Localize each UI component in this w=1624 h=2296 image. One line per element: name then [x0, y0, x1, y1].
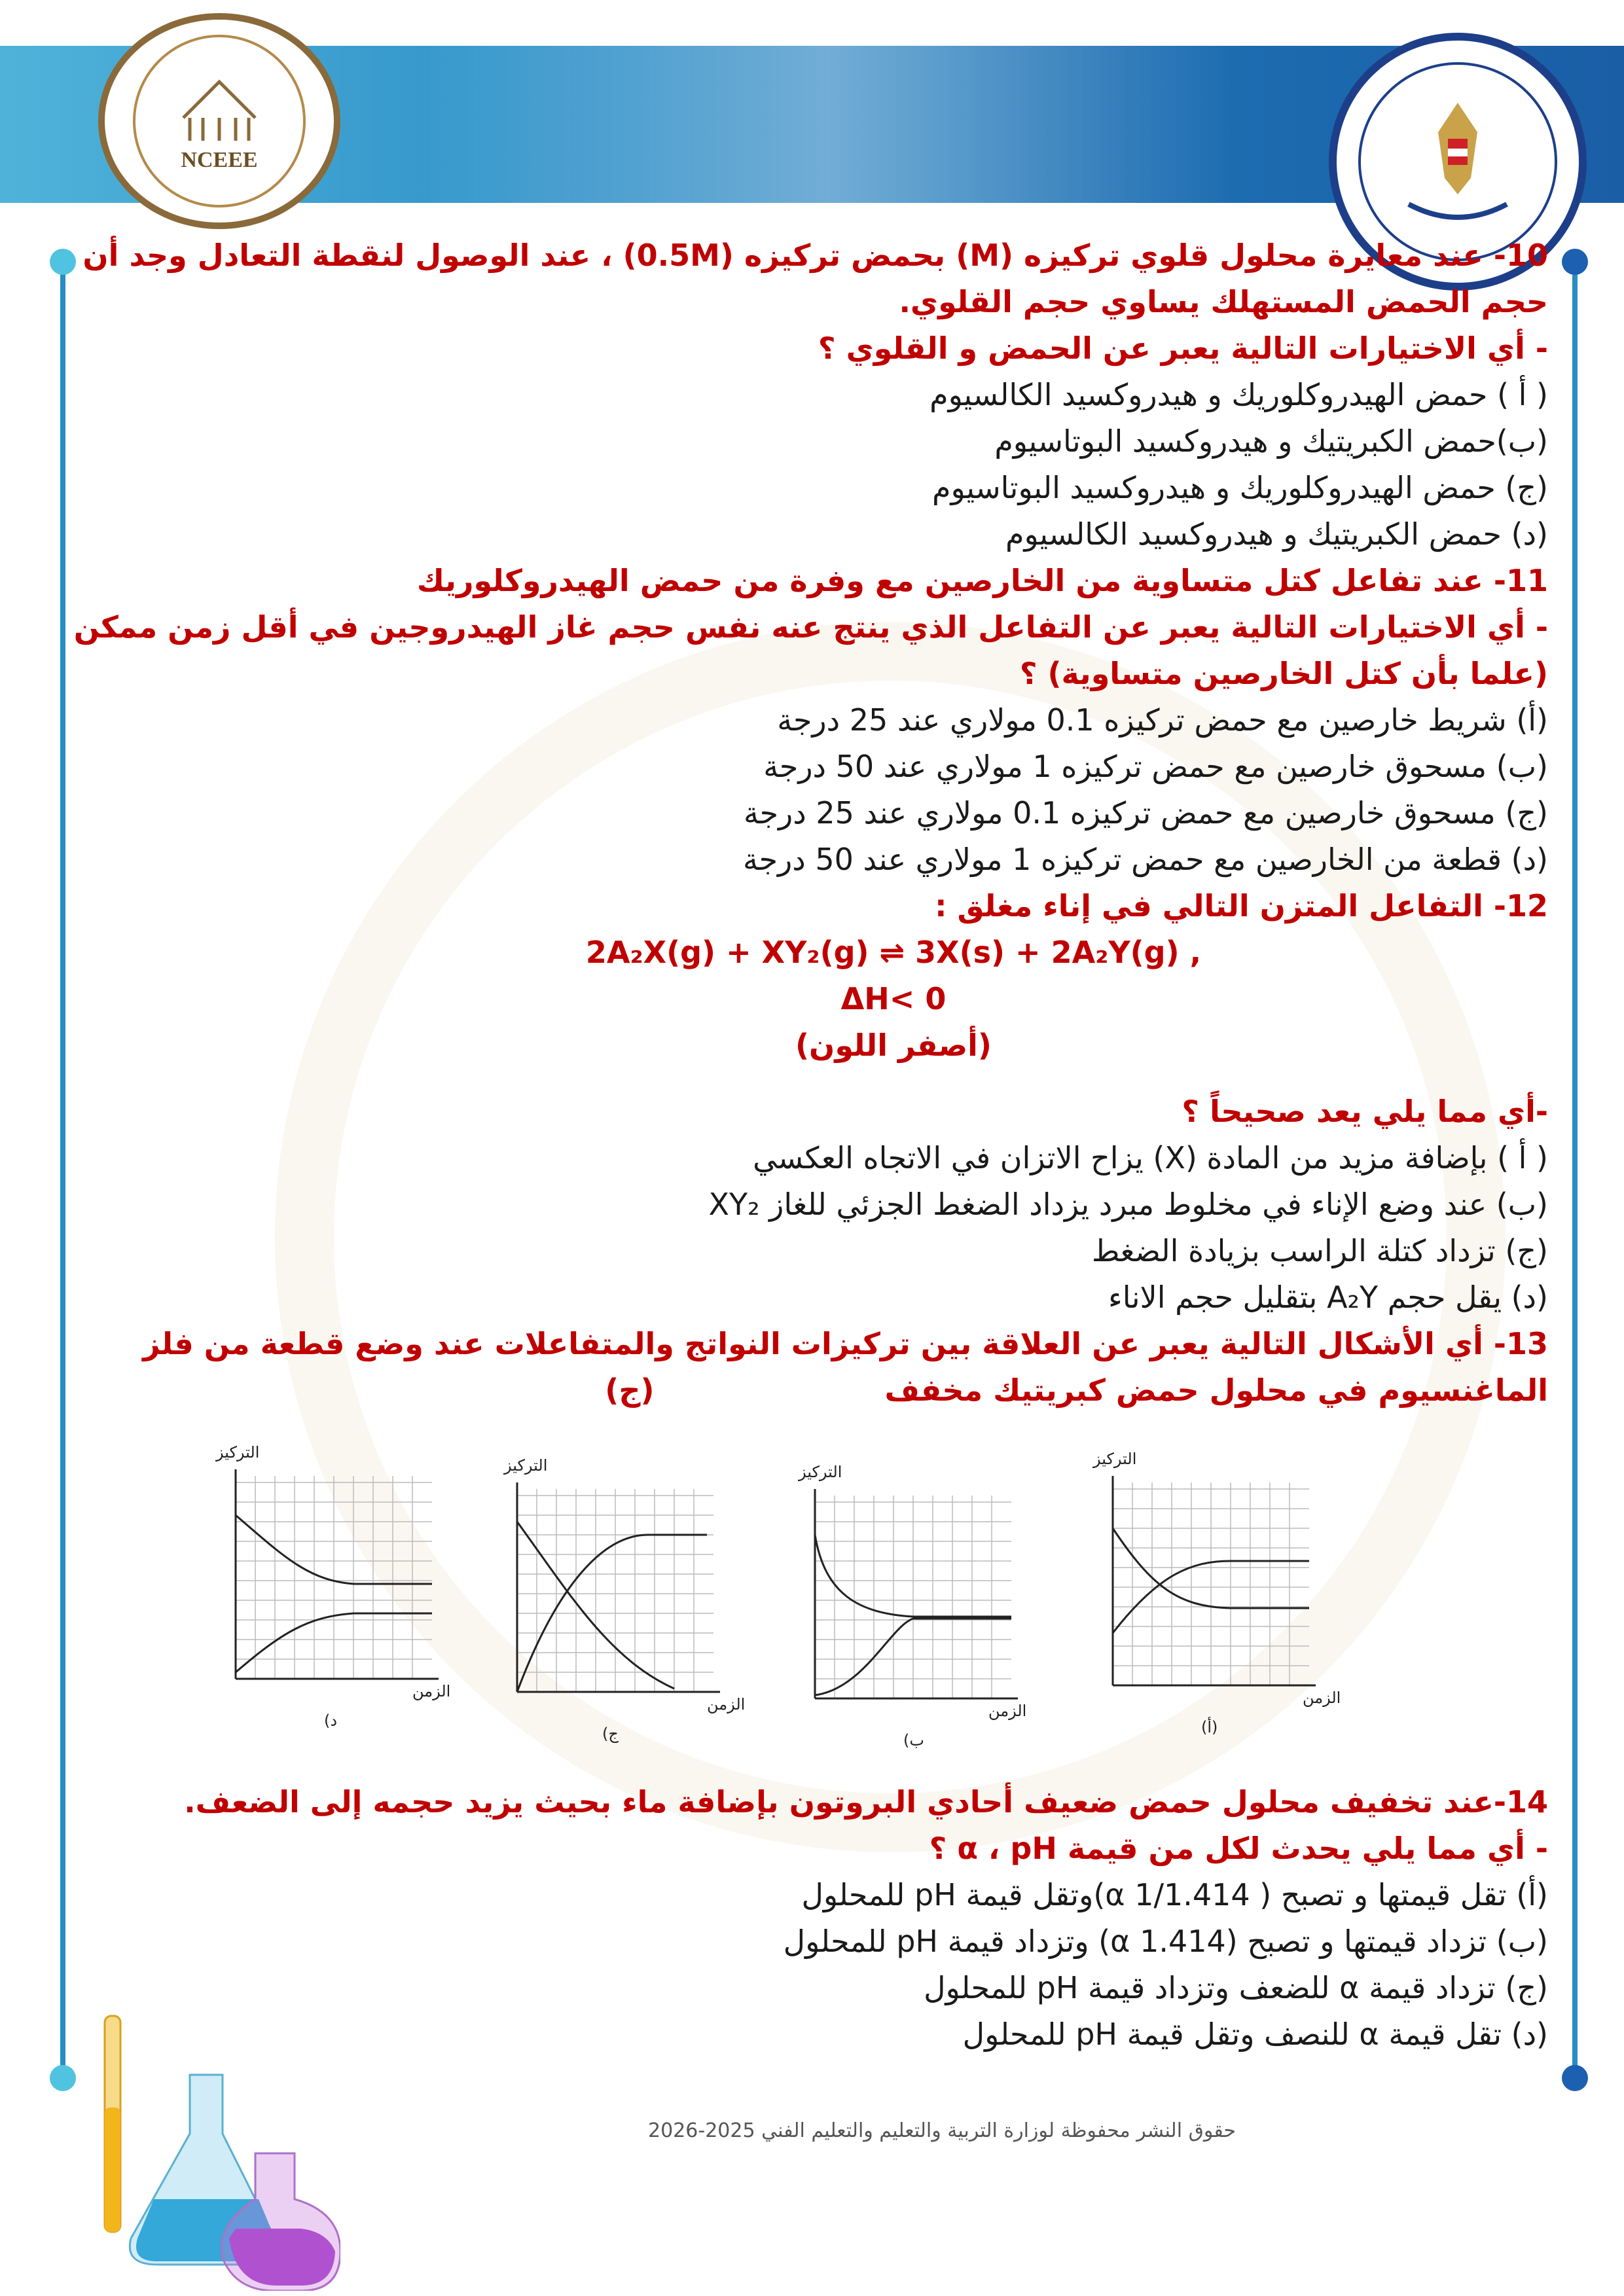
graph-a [1080, 1443, 1342, 1751]
graph-d-plot [196, 1443, 458, 1751]
q12-option-d: (د) يقل حجم A₂Y بتقليل حجم الاناء [1108, 1280, 1548, 1315]
graph-c-x-label: الزمن [707, 1695, 746, 1713]
graph-a-x-label: الزمن [1303, 1689, 1341, 1707]
right-top-dot [1562, 249, 1588, 275]
q12-note: (أصفر اللون) [795, 1028, 992, 1063]
copyright-footer: حقوق النشر محفوظة لوزارة التربية والتعليم والتعليم الفني 2025-2026 [648, 2119, 1236, 2142]
graph-c-caption: ج) [602, 1725, 619, 1743]
q13-line2-text: الماغنسيوم في محلول حمض كبريتيك مخفف [884, 1372, 1548, 1408]
q13-graphs [196, 1443, 1440, 1770]
spacer [118, 1069, 1548, 1088]
graph-c [491, 1443, 753, 1751]
q14-line1: 14-عند تخفيف محلول حمض ضعيف أحادي البروتون بإضافة ماء بحيث يزيد حجمه إلى الضعف. [184, 1784, 1548, 1820]
graph-c-y-label: التركيز [504, 1456, 548, 1475]
graph-b [785, 1443, 1047, 1751]
right-bottom-dot [1562, 2065, 1588, 2091]
q12-line1: 12- التفاعل المتزن التالي في إناء مغلق : [935, 888, 1548, 924]
header-band-highlight [419, 46, 1237, 203]
graph-a-caption: (أ) [1201, 1718, 1218, 1736]
nceee-logo-text: NCEEE [181, 148, 258, 172]
q14-prompt: - أي مما يلي يحدث لكل من قيمة α ، pH ؟ [929, 1831, 1548, 1866]
q10-option-a: ( أ ) حمض الهيدروكلوريك و هيدروكسيد الكالسيوم [929, 377, 1548, 412]
graph-b-caption: ب) [903, 1731, 924, 1749]
q11-option-b: (ب) مسحوق خارصين مع حمض تركيزه 1 مولاري عند 50 درجة [763, 749, 1548, 784]
q10-line2: حجم الحمض المستهلك يساوي حجم القلوي. [899, 284, 1548, 319]
graph-d-x-label: الزمن [412, 1682, 451, 1700]
nceee-logo [98, 13, 340, 229]
q10-option-b: (ب)حمض الكبريتيك و هيدروكسيد البوتاسيوم [994, 423, 1548, 459]
q11-option-a: (أ) شريط خارصين مع حمض تركيزه 0.1 مولاري عند 25 درجة [777, 702, 1548, 738]
graph-b-x-label: الزمن [988, 1702, 1027, 1720]
q12-prompt: -أي مما يلي يعد صحيحاً ؟ [1182, 1094, 1548, 1129]
graph-d-y-label: التركيز [216, 1443, 260, 1462]
q10-line1: 10- عند معايرة محلول قلوي تركيزه (M) بحمض تركيزه (0.5M) ، عند الوصول لنقطة التعادل وجد أن [82, 238, 1548, 273]
q11-option-d: (د) قطعة من الخارصين مع حمض تركيزه 1 مولاري عند 50 درجة [742, 842, 1548, 877]
q13-line2 [118, 1367, 1548, 1414]
q13-answer: (ج) [605, 1372, 655, 1408]
graph-b-y-label: التركيز [799, 1463, 842, 1481]
q12-equation: 2A₂X(g) + XY₂(g) ⇌ 3X(s) + 2A₂Y(g) , ΔH< 0 [585, 935, 1202, 1016]
exam-content [73, 232, 1548, 1414]
q14-option-c: (ج) تزداد قيمة α للضعف وتزداد قيمة pH للمحلول [924, 1970, 1548, 2005]
right-side-line [1572, 259, 1578, 2078]
left-side-line [60, 259, 65, 2078]
q14-option-b: (ب) تزداد قيمتها و تصبح (α 1.414) وتزداد قيمة pH للمحلول [783, 1924, 1548, 1959]
q13-line1: 13- أي الأشكال التالية يعبر عن العلاقة بين تركيزات النواتج والمتفاعلات عند وضع قطعة من فلز [143, 1326, 1548, 1361]
left-top-dot [50, 249, 76, 275]
q14-option-d: (د) تقل قيمة α للنصف وتقل قيمة pH للمحلول [962, 2017, 1548, 2052]
q14-option-a: (أ) تقل قيمتها و تصبح ( α 1/1.414)وتقل قيمة pH للمحلول [801, 1877, 1548, 1912]
q11-prompt1: - أي الاختيارات التالية يعبر عن التفاعل الذي ينتج عنه نفس حجم غاز الهيدروجين في أقل زمن ممكن [73, 609, 1548, 645]
q12-option-c: (ج) تزداد كتلة الراسب بزيادة الضغط [1091, 1233, 1548, 1268]
lab-glassware-illustration [39, 2003, 340, 2291]
graph-a-y-label: التركيز [1093, 1450, 1137, 1468]
q10-option-c: (ج) حمض الهيدروكلوريك و هيدروكسيد البوتاسيوم [931, 470, 1548, 505]
q12-option-b: (ب) عند وضع الإناء في مخلوط مبرد يزداد الضغط الجزئي للغاز XY₂ [708, 1187, 1548, 1222]
q10-prompt: - أي الاختيارات التالية يعبر عن الحمض و القلوي ؟ [818, 331, 1548, 366]
q12-option-a: ( أ ) بإضافة مزيد من المادة (X) يزاح الاتزان في الاتجاه العكسي [753, 1140, 1548, 1175]
q11-line1: 11- عند تفاعل كتل متساوية من الخارصين مع وفرة من حمض الهيدروكلوريك [416, 563, 1548, 598]
q11-prompt2: (علما بأن كتل الخارصين متساوية) ؟ [1019, 656, 1548, 691]
q10-option-d: (د) حمض الكبريتيك و هيدروكسيد الكالسيوم [1005, 516, 1548, 552]
graph-d-caption: د) [324, 1712, 338, 1730]
graph-d [196, 1443, 458, 1751]
q11-option-c: (ج) مسحوق خارصين مع حمض تركيزه 0.1 مولاري عند 25 درجة [743, 795, 1548, 831]
